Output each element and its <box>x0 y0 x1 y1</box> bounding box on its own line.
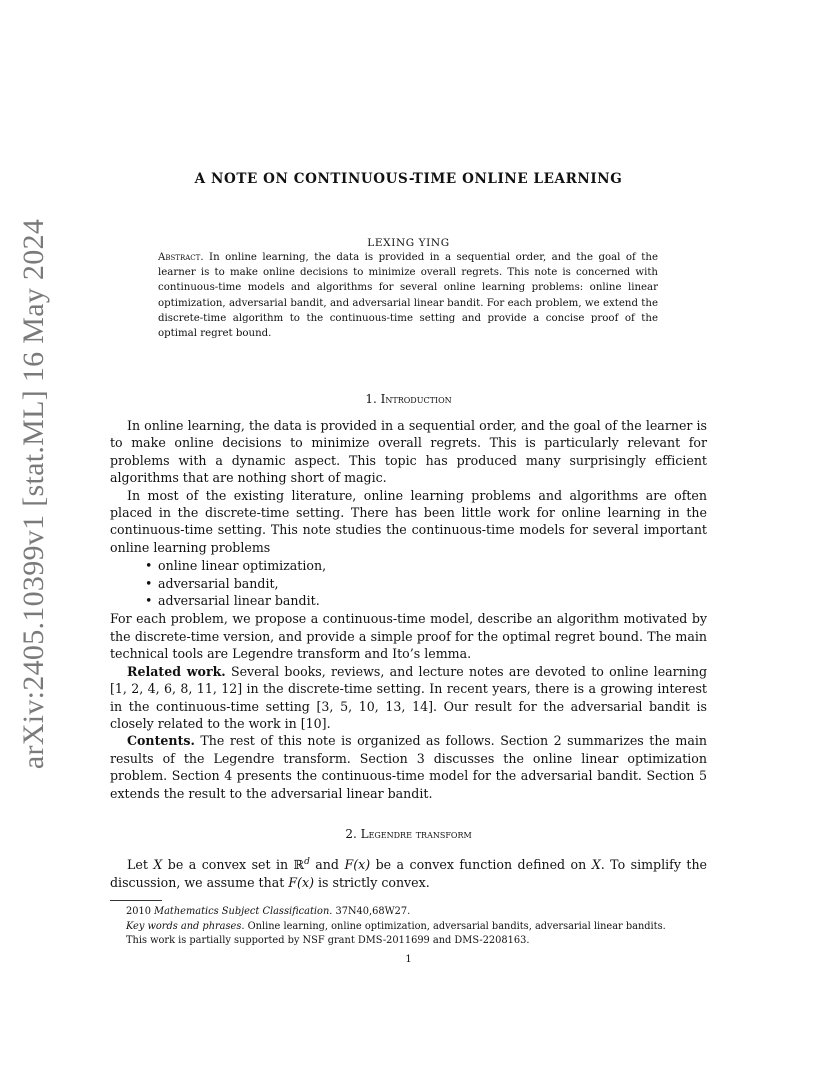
section-1-title: Introduction <box>380 392 452 406</box>
section-2-number: 2. <box>345 827 357 841</box>
math-symbol: (x) <box>297 874 314 890</box>
text-run: be a convex function defined on <box>370 857 592 873</box>
intro-paragraph-2: In most of the existing literature, online learning problems and algorithms are often placed in the discrete-time setting. There has been little work for online learning in the continuous-time setting. This note studies the continuous-time models for several important online learning problems <box>110 487 707 555</box>
intro-paragraph-1: In online learning, the data is provided in a sequential order, and the goal of the learner is to make online decisions to minimize overall regrets. This is particularly relevant for problems with a dynamic aspect. This topic has produced many surprisingly efficient algorithms that are nothing short of magic. <box>110 418 707 486</box>
contents-paragraph <box>110 732 707 802</box>
legendre-paragraph-1 <box>110 854 707 891</box>
math-symbol: ℝ <box>293 857 305 873</box>
math-symbol: X <box>591 857 601 873</box>
keywords-label: Key words and phrases. <box>126 920 245 932</box>
list-item: • online linear optimization, <box>158 557 707 574</box>
arxiv-identifier-stamp <box>8 218 60 770</box>
section-1-heading <box>110 392 707 406</box>
math-symbol: X <box>153 857 163 873</box>
problem-list <box>110 557 707 609</box>
arxiv-id-text: arXiv:2405.10399v1 [stat.ML] 16 May 2024 <box>17 218 50 770</box>
contents-text: The rest of this note is organized as follows. Section 2 summarizes the main results of the Legendre transform. Section 3 discusses the online linear optimization problem. Section 4 presents the continuous-time model for the adversarial bandit. Section 5 extends the result to the adversarial linear bandit. <box>110 733 707 801</box>
math-symbol: (x) <box>353 857 371 873</box>
msc-codes: 37N40,68W27. <box>332 906 411 917</box>
section-1-body <box>110 417 707 802</box>
math-superscript: d <box>304 857 310 867</box>
footnote-divider <box>110 900 162 901</box>
text-run: is strictly convex. <box>313 874 430 890</box>
section-2-body <box>110 854 707 891</box>
related-work-label: Related work. <box>127 663 226 679</box>
keywords-text: Online learning, online optimization, adversarial bandits, adversarial linear bandits. <box>244 920 666 932</box>
list-item: • adversarial bandit, <box>158 575 707 592</box>
abstract <box>158 250 658 341</box>
abstract-text: In online learning, the data is provided in a sequential order, and the goal of the learner is to make online decisions to minimize overall regrets. This note is concerned with continuous-time models and algorithms for several online learning problems: online linear optimization, adversarial bandit, and adversarial linear bandit. For each problem, we extend the discrete-time algorithm to the continuous-time setting and provide a concise proof of the optimal regret bound. <box>158 252 658 340</box>
intro-paragraph-3: For each problem, we propose a continuous-time model, describe an algorithm motivated by the discrete-time version, and provide a simple proof for the optimal regret bound. The main technical tools are Legendre transform and Ito’s lemma. <box>110 611 707 662</box>
math-symbol: F <box>344 857 354 873</box>
list-item: • adversarial linear bandit. <box>158 592 707 609</box>
author-name: LEXING YING <box>367 237 450 249</box>
paper-title: A NOTE ON CONTINUOUS-TIME ONLINE LEARNING <box>194 171 623 187</box>
section-2-title: Legendre transform <box>360 827 472 841</box>
math-symbol: F <box>288 874 298 890</box>
page-number: 1 <box>405 954 412 965</box>
msc-label: Mathematics Subject Classification. <box>154 906 333 917</box>
text-run: Let <box>127 857 154 873</box>
msc-footnote <box>126 905 726 920</box>
contents-label: Contents. <box>127 733 195 749</box>
abstract-label: Abstract. <box>158 252 204 263</box>
text-run: . To simplify the discussion, we assume that <box>110 857 708 890</box>
text-run: and <box>309 857 345 873</box>
related-work-text: Several books, reviews, and lecture notes are devoted to online learning [1, 2, 4, 6, 8, 11, 12] in the discrete-time setting. In recent years, there is a growing interest in the continuous-time setting [3, 5, 10, 13, 14]. Our result for the adversarial bandit is closely related to the work in [10]. <box>110 663 708 731</box>
footnotes <box>126 905 726 949</box>
related-work-paragraph <box>110 663 707 733</box>
text-run: be a convex set in <box>162 857 294 873</box>
keywords-footnote <box>126 920 726 935</box>
section-2-heading <box>110 827 707 841</box>
support-footnote: This work is partially supported by NSF grant DMS-2011699 and DMS-2208163. <box>126 935 530 947</box>
msc-year: 2010 <box>126 906 155 917</box>
section-1-number: 1. <box>365 392 377 406</box>
